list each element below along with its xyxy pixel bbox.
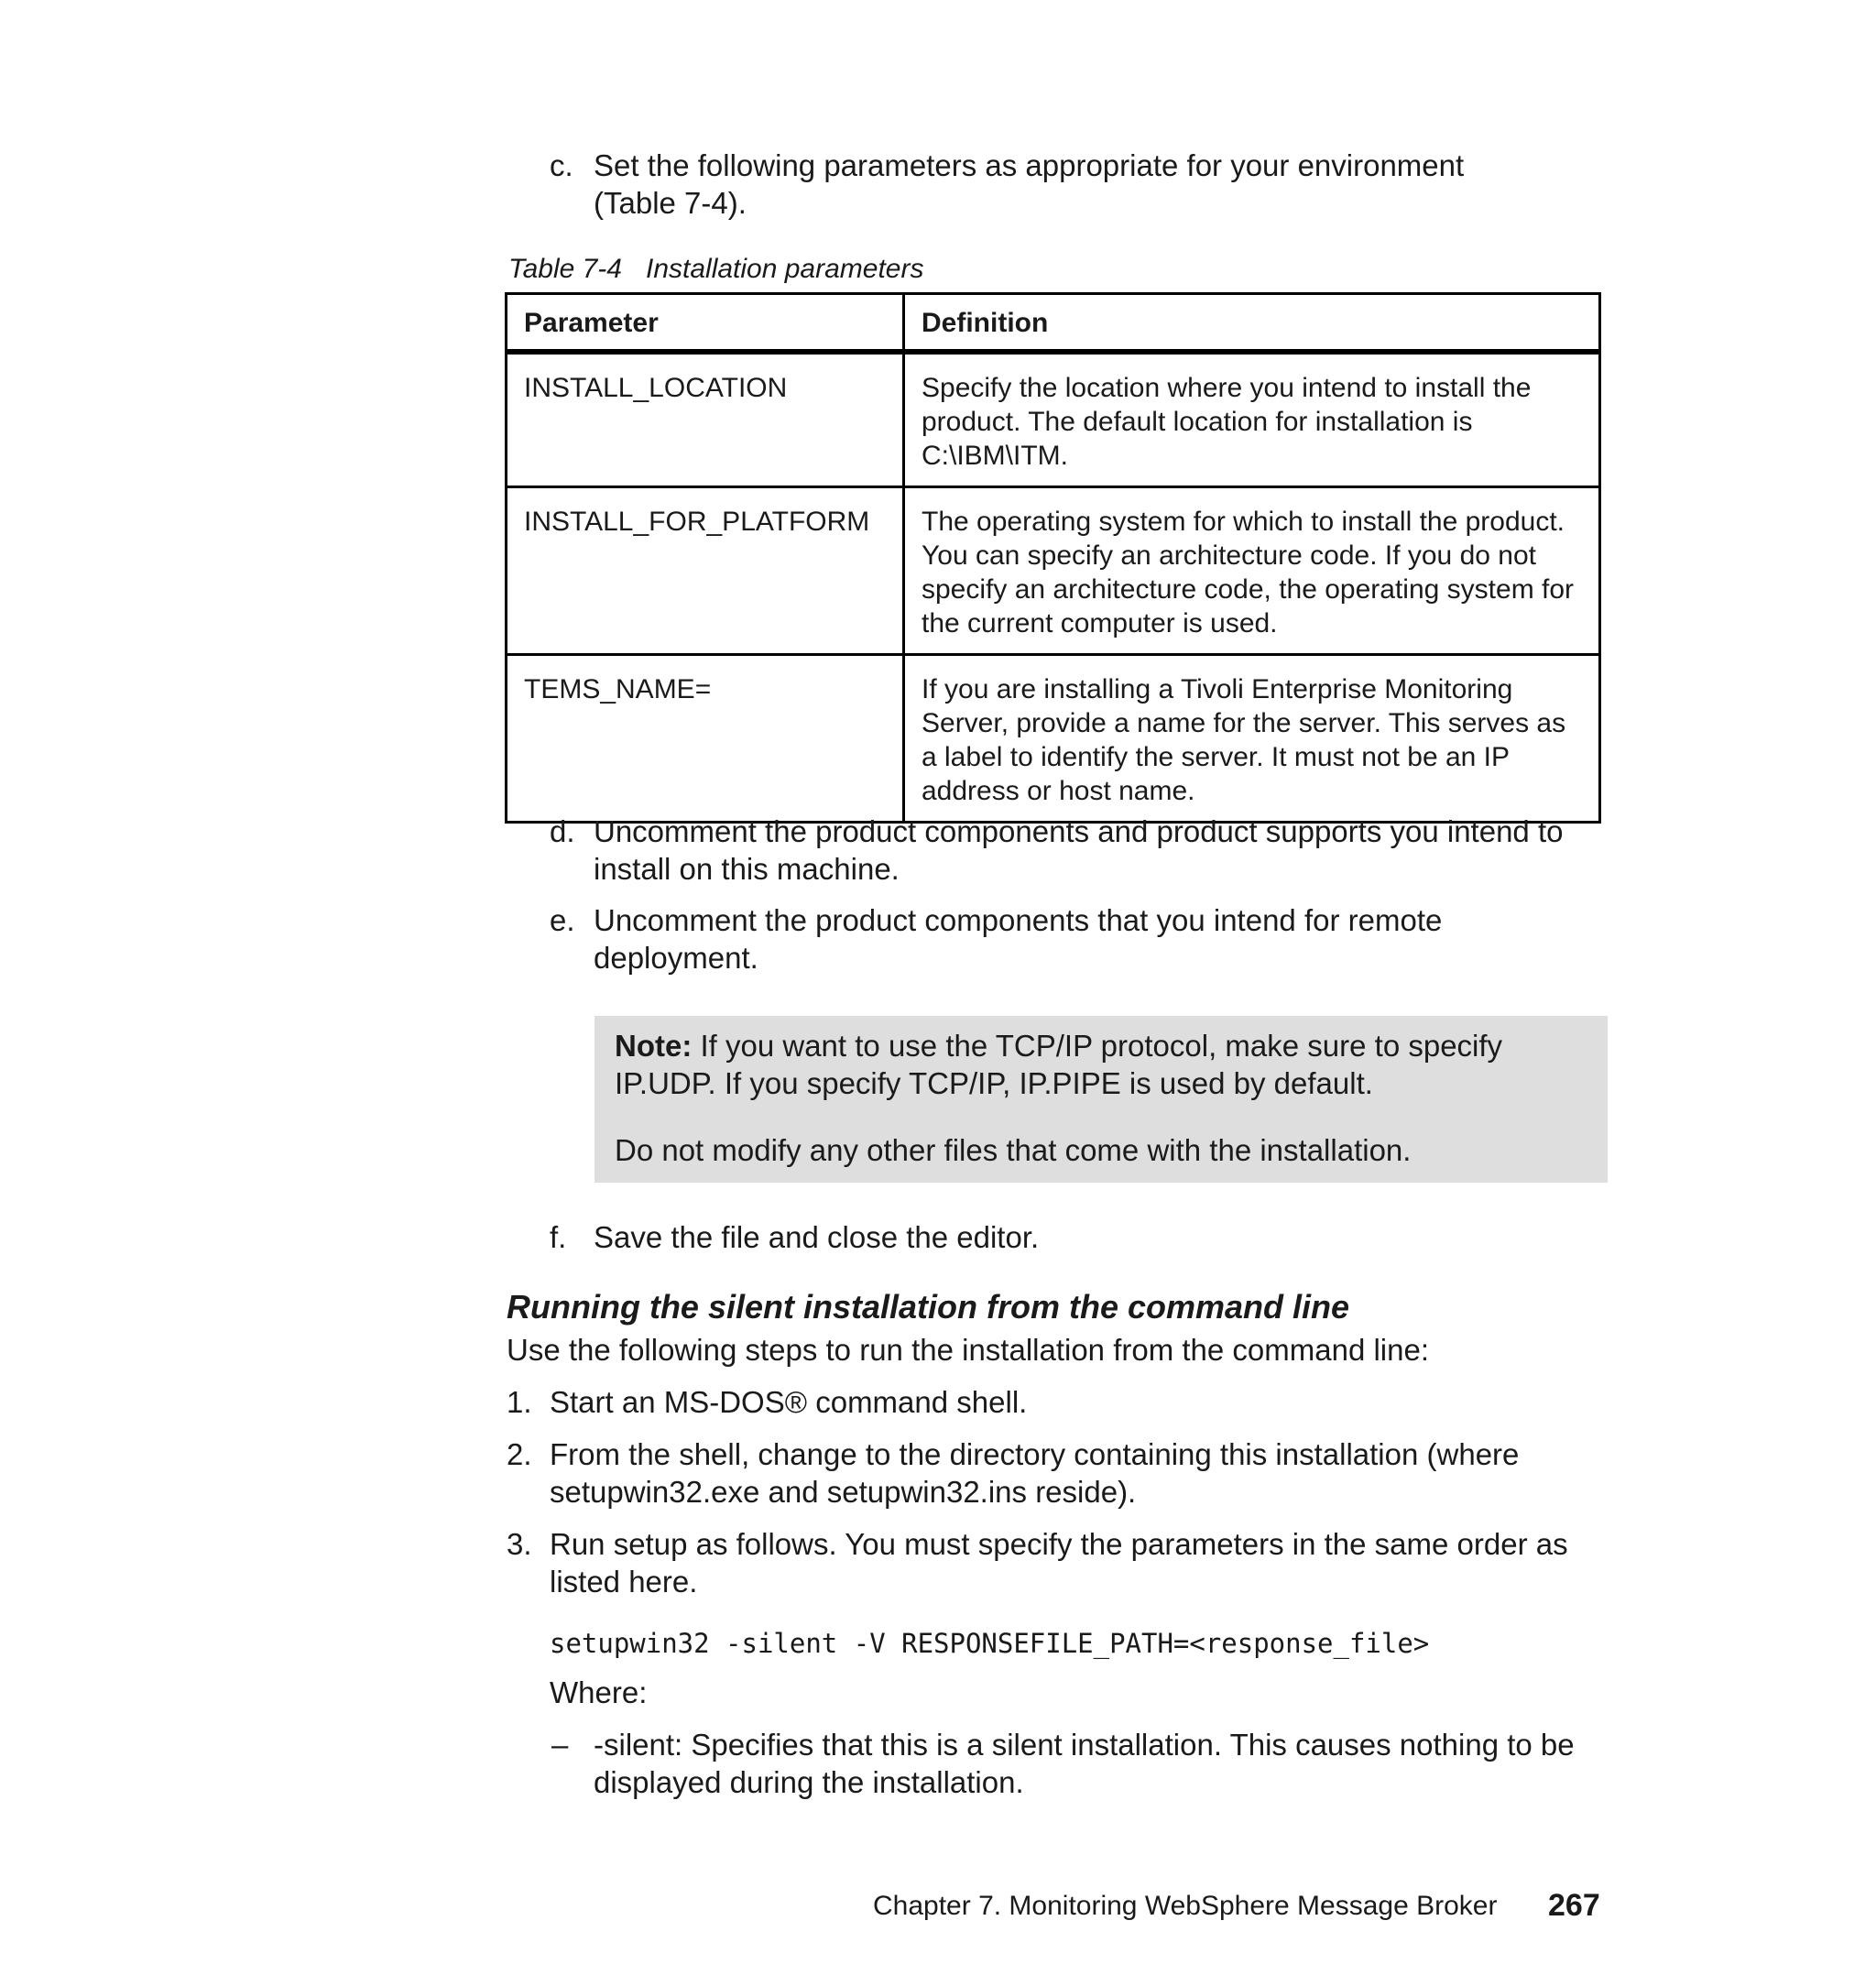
table-caption-number: Table 7-4 <box>508 254 622 284</box>
where-label: Where: <box>550 1675 648 1709</box>
table-caption <box>508 253 923 286</box>
step-marker: d. <box>550 814 575 848</box>
step-text: From the shell, change to the directory containing this installation (where setupwin32.exe and setupwin32.ins reside). <box>550 1437 1520 1509</box>
step-text: Uncomment the product components and product supports you intend to install on this machine. <box>594 814 1564 886</box>
header-definition: Definition <box>904 294 1600 353</box>
parameter-cell: TEMS_NAME= <box>507 655 904 823</box>
dash-item-text: -silent: Specifies that this is a silent installation. This causes nothing to be displayed during the installation. <box>594 1728 1575 1799</box>
step-marker: 1. <box>507 1385 532 1419</box>
footer-chapter: Chapter 7. Monitoring WebSphere Message Broker <box>873 1891 1498 1921</box>
table-header-row <box>507 294 1600 353</box>
note-paragraph-2: Do not modify any other files that come with the installation. <box>615 1133 1412 1167</box>
step-marker: f. <box>550 1220 567 1254</box>
table-caption-title: Installation parameters <box>645 254 924 284</box>
header-parameter: Parameter <box>507 294 904 353</box>
definition-cell: Specify the location where you intend to install the product. The default location for installation is C:\IBM\ITM. <box>904 352 1600 487</box>
note-label: Note: <box>615 1029 693 1063</box>
installation-parameters-table <box>505 292 1601 824</box>
parameter-cell: INSTALL_LOCATION <box>507 352 904 487</box>
command-line: setupwin32 -silent -V RESPONSEFILE_PATH=<response_file> <box>550 1628 1430 1659</box>
step-marker: 2. <box>507 1437 532 1471</box>
step-marker: c. <box>550 148 573 182</box>
step-marker: e. <box>550 903 575 937</box>
step-marker: 3. <box>507 1527 532 1561</box>
step-text: Set the following parameters as appropriate for your environment (Table 7-4). <box>594 148 1465 220</box>
step-text: Save the file and close the editor. <box>594 1220 1040 1254</box>
table-row <box>507 487 1600 655</box>
definition-cell: If you are installing a Tivoli Enterprise Monitoring Server, provide a name for the server. This serves as a label to identify the server. It must not be an IP address or host name. <box>904 655 1600 823</box>
parameter-cell: INSTALL_FOR_PLATFORM <box>507 487 904 655</box>
note-line: IP.UDP. If you specify TCP/IP, IP.PIPE is used by default. <box>615 1066 1373 1100</box>
dash-marker: – <box>551 1728 569 1762</box>
note-box <box>594 1016 1608 1183</box>
definition-cell: The operating system for which to install the product. You can specify an architecture code. If you do not specify an architecture code, the operating system for the current computer is used. <box>904 487 1600 655</box>
step-text: Run setup as follows. You must specify the parameters in the same order as listed here. <box>550 1527 1568 1599</box>
table-row <box>507 655 1600 823</box>
note-paragraph: Note: If you want to use the TCP/IP protocol, make sure to specify <box>615 1029 1503 1063</box>
section-intro: Use the following steps to run the installation from the command line: <box>507 1333 1430 1367</box>
section-heading: Running the silent installation from the command line <box>507 1288 1350 1326</box>
table-row <box>507 352 1600 487</box>
step-text: Start an MS-DOS® command shell. <box>550 1385 1028 1419</box>
step-text: Uncomment the product components that you intend for remote deployment. <box>594 903 1443 975</box>
page-number: 267 <box>1548 1888 1600 1923</box>
